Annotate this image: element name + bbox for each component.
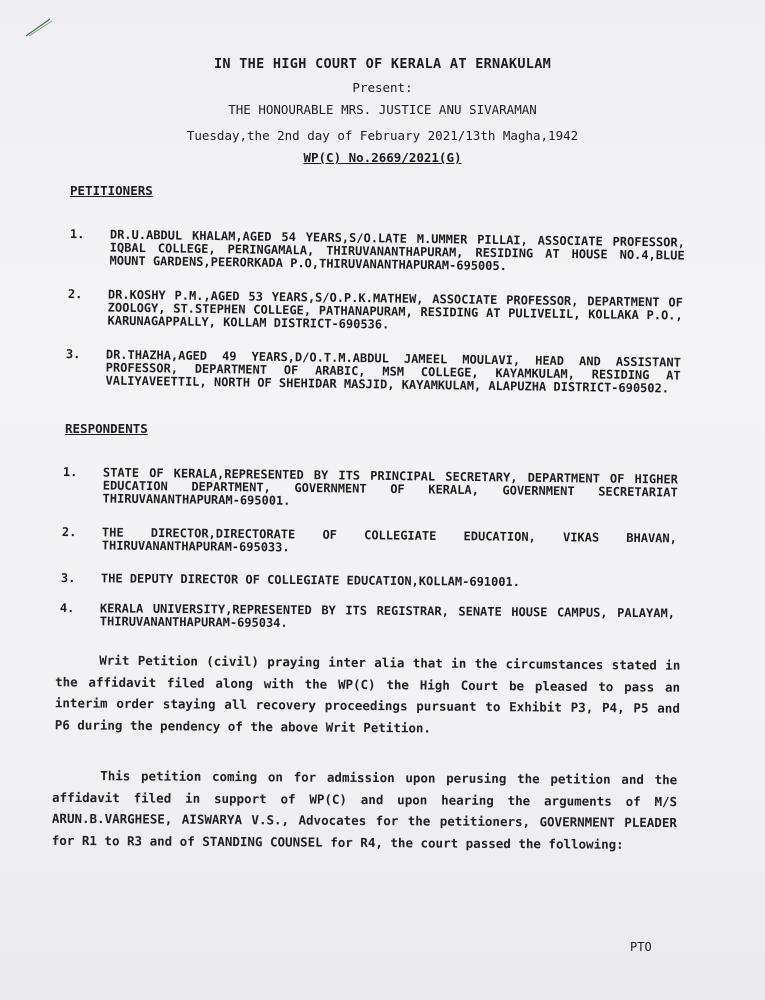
hearing-date: Tuesday,the 2nd day of February 2021/13th Magha,1942 <box>186 128 579 143</box>
prayer-paragraph: Writ Petition (civil) praying inter alia that in the circumstances stated in the affidavit filed along with the WP(C) the High Court be pleased to pass an interim order staying all recovery proceedings pursuant to Exhibit P3, P4, P5 and P6 during the pendency of the above Writ Petition. <box>54 652 681 736</box>
respondent-number: 2. <box>61 525 77 540</box>
petitioners-heading: PETITIONERS <box>70 183 153 198</box>
respondents-heading: RESPONDENTS <box>65 421 148 436</box>
court-name: IN THE HIGH COURT OF KERALA AT ERNAKULAM <box>213 56 552 72</box>
respondent-details: THE DEPUTY DIRECTOR OF COLLEGIATE EDUCATION,KOLLAM-691001. <box>100 571 521 590</box>
respondent-number: 3. <box>60 571 76 586</box>
hearing-paragraph: This petition coming on for admission upon perusing the petition and the affidavit filed in support of WP(C) and upon hearing the arguments of M/S ARUN.B.VARGHESE, AISWARYA V.S., Advocates for the petitioners, GOVERNMENT PLEADER for R1 to R3 and of STANDING COUNSEL for R4, the court passed the following: <box>51 768 678 852</box>
respondent-details: THE DIRECTOR,DIRECTORATE OF COLLEGIATE EDUCATION, VIKAS BHAVAN, THIRUVANANTHAPURAM-695033. <box>101 525 677 555</box>
pen-mark-icon <box>24 16 54 38</box>
judge-name: THE HONOURABLE MRS. JUSTICE ANU SIVARAMAN <box>228 102 537 117</box>
respondent-number: 4. <box>59 601 75 616</box>
petitioner-number: 1. <box>69 227 85 242</box>
petitioner-details: DR.KOSHY P.M.,AGED 53 YEARS,S/O.P.K.MATHEW, ASSOCIATE PROFESSOR, DEPARTMENT OF ZOOLOGY, ST.STEPHEN COLLEGE, PATHANAPURAM, RESIDING AT PULIVELIL, KOLLAKA P.O., KARUNAGAPPALLY, KOLLAM DISTRICT-690536. <box>107 287 683 332</box>
petitioner-number: 3. <box>65 347 81 362</box>
case-number: WP(C) No.2669/2021(G) <box>303 150 462 165</box>
present-label: Present: <box>352 80 413 95</box>
pto-marker: PTO <box>630 940 652 954</box>
respondent-number: 1. <box>62 465 78 480</box>
petitioner-details: DR.THAZHA,AGED 49 YEARS,D/O.T.M.ABDUL JAMEEL MOULAVI, HEAD AND ASSISTANT PROFESSOR, DEPARTMENT OF ARABIC, MSM COLLEGE, KAYAMKULAM, RESIDING AT VALIYAVEETTIL, NORTH OF SHEHIDAR MASJID, KAYAMKULAM, ALAPUZHA DISTRICT-690502. <box>105 347 681 396</box>
petitioner-number: 2. <box>67 287 83 302</box>
respondent-details: KERALA UNIVERSITY,REPRESENTED BY ITS REGISTRAR, SENATE HOUSE CAMPUS, PALAYAM, THIRUVANANTHAPURAM-695034. <box>99 601 675 630</box>
petitioner-details: DR.U.ABDUL KHALAM,AGED 54 YEARS,S/O.LATE M.UMMER PILLAI, ASSOCIATE PROFESSOR, IQBAL COLLEGE, PERINGAMALA, THIRUVANANTHAPURAM, RESIDING AT HOUSE NO.4,BLUE MOUNT GARDENS,PEERORKADA P.O,THIRUVANANTHAPURAM-695005. <box>109 227 685 274</box>
respondent-details: STATE OF KERALA,REPRESENTED BY ITS PRINCIPAL SECRETARY, DEPARTMENT OF HIGHER EDUCATION DEPARTMENT, GOVERNMENT OF KERALA, GOVERNMENT SECRETARIAT THIRUVANANTHAPURAM-695001. <box>102 465 678 508</box>
